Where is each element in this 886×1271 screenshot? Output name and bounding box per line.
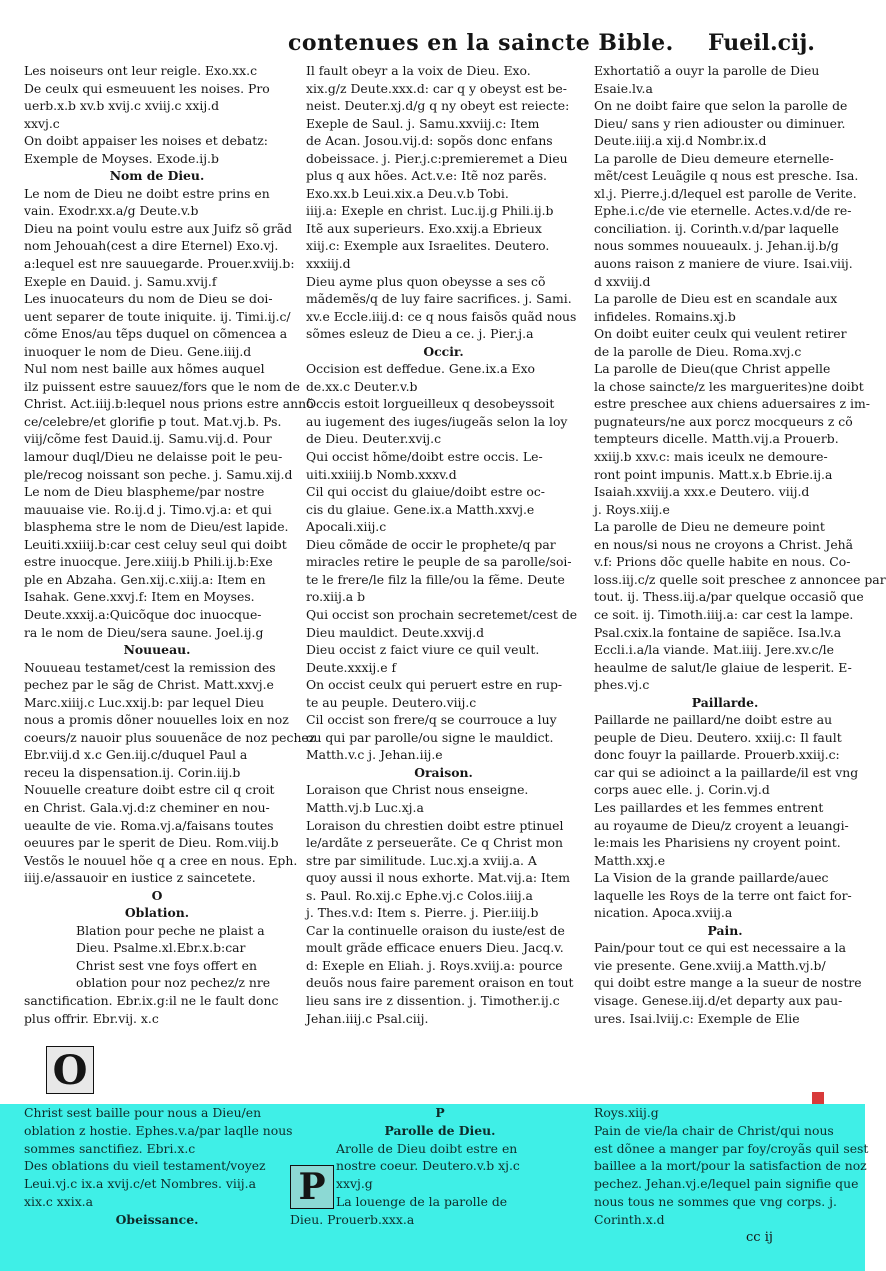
text-line: nication. Apoca.xviij.a	[594, 905, 733, 921]
text-line: deuõs nous faire parement oraison en tout	[306, 975, 574, 991]
text-line: de Dieu. Deuter.xvij.c	[306, 431, 442, 447]
text-column-right	[594, 62, 886, 1027]
text-line: de.xx.c Deuter.v.b	[306, 378, 418, 394]
text-line: sommes sanctifiez. Ebri.x.c	[24, 1140, 196, 1156]
text-line: nous sommes nouueaulx. j. Jehan.ij.b/g	[594, 238, 839, 254]
text-line: Loraison que Christ nous enseigne.	[306, 782, 529, 798]
text-line: d xxviij.d	[594, 273, 651, 289]
text-line: iiij.a: Exeple en christ. Luc.ij.g Phili.ij.b	[306, 203, 554, 219]
section-heading: Obeissance.	[115, 1211, 199, 1227]
text-line: Matth.v.c j. Jehan.iij.e	[306, 747, 443, 763]
text-line: Les paillardes et les femmes entrent	[594, 799, 824, 815]
text-line: ro.xiij.a b	[306, 589, 366, 605]
text-line: j. Thes.v.d: Item s. Pierre. j. Pier.iiij.b	[306, 905, 539, 921]
text-line: plus q aux hões. Act.v.e: Itẽ noz parẽs.	[306, 168, 547, 184]
text-line: On ne doibt faire que selon la parolle de	[594, 98, 848, 114]
section-heading: O	[151, 887, 163, 903]
decorated-initial-o	[46, 1046, 94, 1094]
text-line: vie presente. Gene.xviij.a Matth.vj.b/	[594, 957, 826, 973]
text-line: Des oblations du vieil testament/voyez	[24, 1158, 266, 1174]
text-line: La louenge de la parolle de	[336, 1193, 508, 1209]
text-line: s. Paul. Ro.xij.c Ephe.vj.c Colos.iiij.a	[306, 887, 533, 903]
text-line: nous tous ne sommes que vng corps. j.	[594, 1193, 837, 1209]
text-line: xxvj.g	[336, 1176, 373, 1192]
color-mark	[812, 1092, 824, 1104]
text-line: corps auec elle. j. Corin.vj.d	[594, 782, 770, 798]
text-line: estre preschee aux chiens aduersaires z im-	[594, 396, 870, 412]
text-line: Isaiah.xxviij.a xxx.e Deutero. viij.d	[594, 484, 810, 500]
text-line: uiti.xxiiij.b Nomb.xxxv.d	[306, 466, 457, 482]
text-line: Eccli.i.a/la viande. Mat.iiij. Jere.xv.c/le	[594, 642, 834, 658]
band-column-left	[24, 1104, 293, 1229]
band-column-right	[594, 1104, 869, 1229]
text-line: De ceulx qui esmeuuent les noises. Pro	[24, 80, 270, 96]
text-line: Cil qui occist du glaiue/doibt estre oc-	[306, 484, 545, 500]
text-column-middle	[306, 62, 581, 1027]
text-line: estre inuocque. Jere.xiiij.b Phili.ij.b:Exe	[24, 554, 273, 570]
text-line: Ephe.i.c/de vie eternelle. Actes.v.d/de re-	[594, 203, 852, 219]
text-line: moult grãde efficace enuers Dieu. Jacq.v.	[306, 940, 564, 956]
text-line: visage. Genese.iij.d/et departy aux pau-	[594, 992, 843, 1008]
text-line: nous a promis dõner nouuelles loix en noz	[24, 712, 289, 728]
text-line: Pain/pour tout ce qui est necessaire a la	[594, 940, 847, 956]
text-line: donc fouyr la paillarde. Prouerb.xxiij.c:	[594, 747, 840, 763]
text-line: xix.g/z Deute.xxx.d: car q y obeyst est be-	[306, 80, 567, 96]
text-line: Car la continuelle oraison du iuste/est de	[306, 922, 565, 938]
text-line: Pain de vie/la chair de Christ/qui nous	[594, 1122, 834, 1138]
text-line: pugnateurs/ne aux porcz mocqueurs z cõ	[594, 413, 853, 429]
text-line: au royaume de Dieu/z croyent a leuangi-	[594, 817, 849, 833]
text-line: Leui.vj.c ix.a xvij.c/et Nombres. viij.a	[24, 1176, 256, 1192]
text-line: Nul nom nest baille aux hõmes auquel	[24, 361, 265, 377]
text-line: xxiij.b xxv.c: mais iceulx ne demoure-	[594, 449, 828, 465]
text-line: d: Exeple en Eliah. j. Roys.xviij.a: pource	[306, 957, 563, 973]
text-line: te le frere/le filz la fille/ou la fẽme. Deute	[306, 571, 565, 587]
initial-letter: O	[52, 1046, 88, 1094]
text-line: On doibt euiter ceulx qui veulent retirer	[594, 326, 847, 342]
text-line: coeurs/z nauoir plus souuenãce de noz pechez	[24, 729, 316, 745]
section-heading: Occir.	[423, 343, 464, 359]
text-line: en Christ. Gala.vj.d:z cheminer en nou-	[24, 799, 270, 815]
text-line: le:mais les Pharisiens ny croyent point.	[594, 835, 841, 851]
text-line: laquelle les Roys de la terre ont faict for-	[594, 887, 852, 903]
text-line: Christ sest baille pour nous a Dieu/en	[24, 1105, 262, 1120]
text-line: Exo.xx.b Leui.xix.a Deu.v.b Tobi.	[306, 185, 509, 201]
text-line: Esaie.lv.a	[594, 80, 653, 96]
decorated-initial-p	[290, 1165, 334, 1209]
text-line: ou qui par parolle/ou signe le mauldict.	[306, 729, 554, 745]
text-line: oblation pour noz pechez/z nre	[76, 975, 271, 991]
text-line: Dieu. Prouerb.xxx.a	[290, 1211, 415, 1227]
text-line: en nous/si nous ne croyons a Christ. Jehã	[594, 536, 854, 552]
text-line: Deute.xxxij.e f	[306, 659, 397, 675]
text-line: nom Jehouah(cest a dire Eternel) Exo.vj.	[24, 238, 279, 254]
text-line: Dieu ayme plus quon obeysse a ses cõ	[306, 273, 546, 289]
text-line: Les inuocateurs du nom de Dieu se doi-	[24, 291, 273, 307]
text-line: receu la dispensation.ij. Corin.iij.b	[24, 764, 241, 780]
text-line: iiij.e/assauoir en iustice z saincetete.	[24, 870, 256, 886]
text-line: Nouueau testamet/cest la remission des	[24, 659, 276, 675]
text-line: xix.c xxix.a	[24, 1193, 94, 1209]
text-line: a:lequel est nre sauuegarde. Prouer.xviij.b:	[24, 256, 295, 272]
text-line: Christ. Act.iiij.b:lequel nous prions estre annõ	[24, 396, 314, 412]
section-heading: Nouueau.	[123, 642, 191, 658]
text-line: j. Roys.xiij.e	[594, 501, 670, 517]
text-line: Nouuelle creature doibt estre cil q croit	[24, 782, 275, 798]
text-line: te au peuple. Deutero.viij.c	[306, 694, 477, 710]
text-line: sõmes esleuz de Dieu a ce. j. Pier.j.a	[306, 326, 534, 342]
running-header	[0, 30, 865, 58]
text-line: de Acan. Josou.vij.d: sopõs donc enfans	[306, 133, 553, 149]
text-line: Dieu na point voulu estre aux Juifz sõ grãd	[24, 220, 293, 236]
text-line: oeuures par le sperit de Dieu. Rom.viij.b	[24, 835, 279, 851]
text-line: xxvj.c	[24, 115, 60, 131]
section-heading: Parolle de Dieu.	[384, 1122, 496, 1138]
text-line: Exeple en Dauid. j. Samu.xvij.f	[24, 273, 217, 289]
text-line: Les noiseurs ont leur reigle. Exo.xx.c	[24, 63, 258, 78]
text-line: xv.e Eccle.iiij.d: ce q nous faisõs quãd nous	[306, 308, 577, 324]
text-line: ra le nom de Dieu/sera saune. Joel.ij.g	[24, 624, 264, 640]
text-line: Dieu/ sans y rien adiouster ou diminuer.	[594, 115, 846, 131]
text-line: Isahak. Gene.xxvj.f: Item en Moyses.	[24, 589, 255, 605]
text-line: car qui se adioinct a la paillarde/il est vng	[594, 764, 859, 780]
text-line: Vestõs le nouuel hõe q a cree en nous. Eph.	[24, 852, 298, 868]
text-line: plus offrir. Ebr.vij. x.c	[24, 1010, 159, 1026]
text-line: stre par similitude. Luc.xj.a xviij.a. A	[306, 852, 537, 868]
text-line: Marc.xiiij.c Luc.xxij.b: par lequel Dieu	[24, 694, 265, 710]
text-line: xl.j. Pierre.j.d/lequel est parolle de Verite.	[594, 185, 857, 201]
text-line: Matth.vj.b Luc.xj.a	[306, 799, 424, 815]
text-line: sanctification. Ebr.ix.g:il ne le fault donc	[24, 992, 279, 1008]
text-line: auons raison z maniere de viure. Isai.viij.	[594, 256, 853, 272]
text-line: On doibt appaiser les noises et debatz:	[24, 133, 268, 149]
text-line: Apocali.xiij.c	[306, 519, 387, 535]
text-line: neist. Deuter.xj.d/g q ny obeyt est reiecte:	[306, 98, 570, 114]
text-line: xxxiij.d	[306, 256, 351, 272]
text-line: baillee a la mort/pour la satisfaction de noz	[594, 1158, 867, 1174]
section-heading: Oraison.	[414, 764, 473, 780]
text-line: Dieu occist z faict viure ce quil veult.	[306, 642, 540, 658]
text-line: miracles retire le peuple de sa parolle/soi-	[306, 554, 572, 570]
text-line: Occis estoit lorgueilleux q desobeyssoit	[306, 396, 555, 412]
text-line: La parolle de Dieu demeure eternelle-	[594, 150, 834, 166]
signature-mark: cc ij	[746, 1230, 773, 1245]
text-line: mauuaise vie. Ro.ij.d j. Timo.vj.a: et qui	[24, 501, 272, 517]
text-line: Deute.xxxij.a:Quicõque doc inuocque-	[24, 606, 262, 622]
text-line: ures. Isai.lviij.c: Exemple de Elie	[594, 1010, 800, 1026]
text-line: La parolle de Dieu ne demeure point	[594, 519, 825, 535]
text-line: ueaulte de vie. Roma.vj.a/faisans toutes	[24, 817, 274, 833]
text-line: inuoquer le nom de Dieu. Gene.iiij.d	[24, 343, 252, 359]
text-line: Paillarde ne paillard/ne doibt estre au	[594, 712, 833, 728]
text-line: cis du glaiue. Gene.ix.a Matth.xxvj.e	[306, 501, 535, 517]
text-line: Occision est deffedue. Gene.ix.a Exo	[306, 361, 536, 377]
text-line: Exeple de Saul. j. Samu.xxviij.c: Item	[306, 115, 540, 131]
initial-letter: P	[298, 1166, 326, 1208]
text-line: La parolle de Dieu est en scandale aux	[594, 291, 838, 307]
page-title: contenues en la saincte Bible.	[288, 30, 674, 56]
text-line: nostre coeur. Deutero.v.b xj.c	[336, 1158, 520, 1174]
text-line: Dieu mauldict. Deute.xxvij.d	[306, 624, 485, 640]
text-line: qui doibt estre mange a la sueur de nostre	[594, 975, 862, 991]
text-line: cõme Enos/au tẽps duquel on cõmencea a	[24, 326, 288, 342]
text-line: xiij.c: Exemple aux Israelites. Deutero.	[306, 238, 550, 254]
folio-number: Fueil.cij.	[708, 30, 815, 56]
text-line: Blation pour peche ne plaist a	[76, 922, 265, 938]
text-line: ce/celebre/et glorifie p tout. Mat.vj.b. Ps.	[24, 413, 282, 429]
text-line: Roys.xiij.g	[594, 1105, 659, 1120]
text-line: blasphema stre le nom de Dieu/est lapide.	[24, 519, 289, 535]
text-line: est dõnee a manger par foy/croyãs quil sest	[594, 1140, 869, 1156]
text-line: Matth.xxj.e	[594, 852, 666, 868]
text-line: ront point impunis. Matt.x.b Ebrie.ij.a	[594, 466, 833, 482]
text-line: Jehan.iiij.c Psal.ciij.	[306, 1010, 429, 1026]
text-line: uent separer de toute iniquite. ij. Timi.ij.c/	[24, 308, 291, 324]
text-line: tempteurs dicelle. Matth.vij.a Prouerb.	[594, 431, 839, 447]
text-line: vain. Exodr.xx.a/g Deute.v.b	[24, 203, 199, 219]
text-line: mãdemẽs/q de luy faire sacrifices. j. Sami.	[306, 291, 572, 307]
text-line: ilz puissent estre sauuez/fors que le nom de	[24, 378, 300, 394]
text-line: Qui occist son prochain secretemet/cest de	[306, 606, 578, 622]
text-line: La parolle de Dieu(que Christ appelle	[594, 361, 831, 377]
text-line: Qui occist hõme/doibt estre occis. Le-	[306, 449, 543, 465]
text-column-left	[24, 62, 316, 1027]
text-line: ce soit. ij. Timoth.iiij.a: car cest la lampe.	[594, 606, 854, 622]
text-line: au iugement des iuges/iugeãs selon la loy	[306, 413, 568, 429]
text-line: pechez. Jehan.vj.e/lequel pain signifie que	[594, 1176, 859, 1192]
text-line: Le nom de Dieu ne doibt estre prins en	[24, 185, 270, 201]
text-line: Ebr.viij.d x.c Gen.iij.c/duquel Paul a	[24, 747, 248, 763]
text-line: lamour duql/Dieu ne delaisse poit le peu-	[24, 449, 283, 465]
section-heading: P	[435, 1105, 445, 1120]
text-line: Leuiti.xxiiij.b:car cest celuy seul qui doibt	[24, 536, 287, 552]
text-line: de la parolle de Dieu. Roma.xvj.c	[594, 343, 802, 359]
text-line: quoy aussi il nous exhorte. Mat.vij.a: Item	[306, 870, 570, 886]
text-line: Christ sest vne foys offert en	[76, 957, 257, 973]
text-line: Exemple de Moyses. Exode.ij.b	[24, 150, 219, 166]
text-line: le/ardãte z perseuerãte. Ce q Christ mon	[306, 835, 563, 851]
section-heading: Paillarde.	[691, 694, 759, 710]
text-line: La Vision de la grande paillarde/auec	[594, 870, 829, 886]
text-line: On occist ceulx qui peruert estre en rup-	[306, 677, 563, 693]
text-line: Il fault obeyr a la voix de Dieu. Exo.	[306, 63, 531, 78]
text-line: Deute.iiij.a xij.d Nombr.ix.d	[594, 133, 767, 149]
text-line: lieu sans ire z dissention. j. Timother.ij.c	[306, 992, 560, 1008]
text-line: viij/cõme fest Dauid.ij. Samu.vij.d. Pour	[24, 431, 272, 447]
text-line: loss.iij.c/z quelle soit preschee z annoncee par	[594, 571, 886, 587]
text-line: Loraison du chrestien doibt estre ptinuel	[306, 817, 564, 833]
text-line: oblation z hostie. Ephes.v.a/par laqlle nous	[24, 1122, 293, 1138]
text-line: v.f: Prions dõc quelle habite en nous. Co-	[594, 554, 851, 570]
band-column-middle	[290, 1104, 590, 1229]
text-line: tout. ij. Thess.iij.a/par quelque occasiõ que	[594, 589, 864, 605]
text-line: ple/recog noissant son peche. j. Samu.xij.d	[24, 466, 293, 482]
section-heading: Pain.	[707, 922, 743, 938]
text-line: uerb.x.b xv.b xvij.c xviij.c xxij.d	[24, 98, 220, 114]
text-line: mẽt/cest Leuãgile q nous est presche. Isa.	[594, 168, 859, 184]
text-line: Arolle de Dieu doibt estre en	[336, 1140, 518, 1156]
text-line: peuple de Dieu. Deutero. xxiij.c: Il fault	[594, 729, 842, 745]
text-line: Dieu. Psalme.xl.Ebr.x.b:car	[76, 940, 246, 956]
text-line: ple en Abzaha. Gen.xij.c.xiij.a: Item en	[24, 571, 266, 587]
text-line: Psal.cxix.la fontaine de sapiẽce. Isa.lv.a	[594, 624, 842, 640]
text-line: heaulme de salut/le glaiue de lesperit. E-	[594, 659, 852, 675]
text-line: Cil occist son frere/q se courrouce a luy	[306, 712, 557, 728]
text-line: pechez par le sãg de Christ. Matt.xxvj.e	[24, 677, 274, 693]
text-line: Itẽ aux superieurs. Exo.xxij.a Ebrieux	[306, 220, 542, 236]
text-line: dobeissace. j. Pier.j.c:premieremet a Dieu	[306, 150, 568, 166]
text-line: infideles. Romains.xj.b	[594, 308, 736, 324]
text-line: la chose saincte/z les marguerites)ne doibt	[594, 378, 864, 394]
section-heading: Nom de Dieu.	[109, 168, 205, 184]
section-heading: Oblation.	[124, 905, 190, 921]
text-line: Le nom de Dieu blaspheme/par nostre	[24, 484, 265, 500]
text-line: Corinth.x.d	[594, 1211, 665, 1227]
text-line: Dieu cõmãde de occir le prophete/q par	[306, 536, 556, 552]
text-line: conciliation. ij. Corinth.v.d/par laquelle	[594, 220, 839, 236]
text-line: Exhortatiõ a ouyr la parolle de Dieu	[594, 63, 820, 78]
text-line: phes.vj.c	[594, 677, 650, 693]
